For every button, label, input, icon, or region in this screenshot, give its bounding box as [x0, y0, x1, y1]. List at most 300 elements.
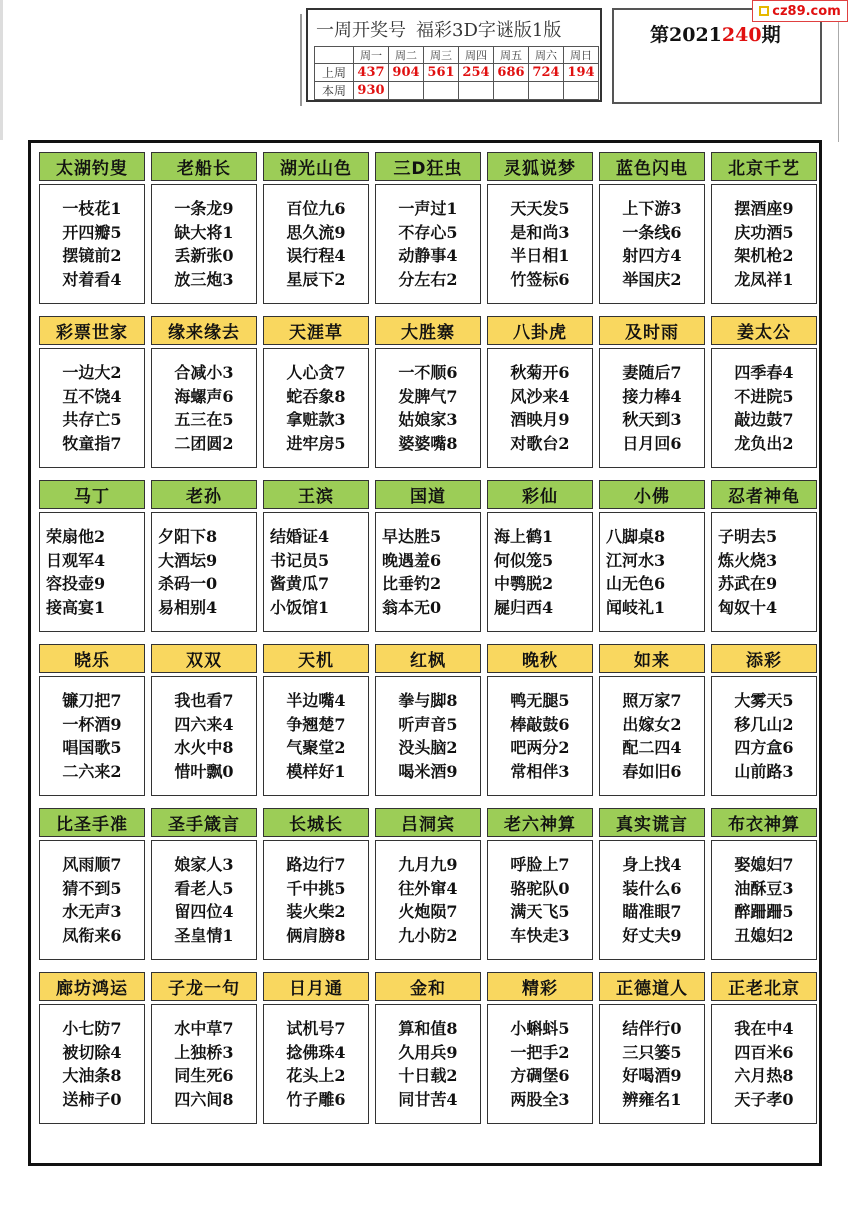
riddle-line: 模样好1 — [286, 761, 346, 781]
riddle-line: 久用兵9 — [398, 1042, 458, 1062]
riddle-line: 易相别4 — [158, 597, 218, 617]
riddle-cell — [487, 972, 593, 1127]
riddle-line: 上独桥3 — [174, 1042, 234, 1062]
riddle-body — [39, 840, 145, 960]
riddle-body — [263, 840, 369, 960]
riddle-author-name: 金和 — [375, 972, 481, 1001]
riddle-body — [599, 348, 705, 468]
riddle-body — [711, 512, 817, 632]
riddle-line: 同甘苦4 — [398, 1089, 458, 1109]
riddle-body — [711, 184, 817, 304]
riddle-line: 瞄准眼7 — [622, 902, 682, 921]
draw-number — [564, 82, 599, 100]
issue-number-value: 240 — [721, 24, 762, 46]
riddle-line: 大雾天5 — [734, 691, 794, 710]
riddle-cell — [263, 480, 369, 635]
riddle-cell — [39, 972, 145, 1127]
riddle-line: 留四位4 — [174, 902, 234, 921]
riddle-line: 山无色6 — [606, 574, 666, 593]
riddle-line: 俩肩膀8 — [286, 925, 346, 945]
riddle-line: 百位九6 — [286, 199, 346, 218]
riddle-line: 海上鹤1 — [494, 527, 554, 546]
draw-number: 194 — [564, 64, 599, 82]
riddle-line: 子明去5 — [718, 527, 778, 546]
riddle-cell — [375, 316, 481, 471]
riddle-cell — [39, 316, 145, 471]
riddle-line: 接力棒4 — [622, 386, 682, 406]
riddle-line: 身上找4 — [622, 855, 682, 874]
riddle-author-name: 老船长 — [151, 152, 257, 181]
riddle-line: 装什么6 — [622, 878, 682, 898]
riddle-line: 江河水3 — [606, 550, 666, 570]
issue-suffix: 期 — [761, 24, 781, 46]
riddle-line: 二团圆2 — [174, 433, 234, 453]
riddle-body — [263, 676, 369, 796]
riddle-cell — [151, 972, 257, 1127]
riddle-line: 炼火烧3 — [718, 550, 778, 570]
riddle-line: 骆驼队0 — [510, 878, 570, 898]
riddle-line: 四季春4 — [734, 363, 794, 382]
right-edge-rule — [838, 22, 839, 142]
riddle-line: 中鹗脱2 — [494, 574, 554, 593]
riddle-line: 大油条8 — [62, 1066, 122, 1085]
riddle-line: 秋菊开6 — [510, 363, 570, 382]
riddle-line: 发脾气7 — [398, 386, 458, 406]
riddle-author-name: 小佛 — [599, 480, 705, 509]
riddle-line: 秋天到3 — [622, 410, 682, 429]
riddle-body — [711, 676, 817, 796]
riddle-line: 荣扇他2 — [46, 527, 106, 546]
riddle-line: 火炮陨7 — [398, 902, 458, 921]
riddle-author-name: 八卦虎 — [487, 316, 593, 345]
riddle-line: 一把手2 — [510, 1042, 570, 1062]
riddle-author-name: 彩票世家 — [39, 316, 145, 345]
title-part2: 福彩3D字谜版1版 — [416, 20, 562, 41]
riddle-body — [263, 184, 369, 304]
riddle-line: 棒敲鼓6 — [510, 714, 570, 734]
riddle-author-name: 老孙 — [151, 480, 257, 509]
riddle-line: 车快走3 — [510, 925, 570, 945]
riddle-line: 婆婆嘴8 — [398, 433, 458, 453]
riddle-cell — [711, 972, 817, 1127]
riddle-line: 海螺声6 — [174, 386, 234, 406]
riddle-body — [151, 512, 257, 632]
riddle-body — [39, 184, 145, 304]
riddle-line: 结伴行0 — [622, 1019, 682, 1038]
riddle-body — [375, 348, 481, 468]
riddle-line: 捻佛珠4 — [286, 1042, 346, 1062]
riddle-line: 苏武在9 — [718, 574, 778, 593]
riddle-line: 上下游3 — [622, 199, 682, 218]
riddle-cell — [263, 316, 369, 471]
logo-text: cz89.com — [772, 3, 841, 19]
riddle-line: 蛇吞象8 — [286, 386, 346, 406]
riddle-author-name: 马丁 — [39, 480, 145, 509]
riddle-cell — [375, 480, 481, 635]
riddle-body — [487, 512, 593, 632]
riddle-author-name: 吕洞宾 — [375, 808, 481, 837]
day-cell: 周六 — [529, 47, 564, 64]
riddle-line: 山前路3 — [734, 761, 794, 781]
riddle-author-name: 湖光山色 — [263, 152, 369, 181]
riddle-author-name: 精彩 — [487, 972, 593, 1001]
riddle-line: 开四瓣5 — [62, 222, 122, 242]
draw-number: 686 — [494, 64, 529, 82]
riddle-line: 四六间8 — [174, 1089, 234, 1109]
riddle-cell — [711, 316, 817, 471]
riddle-body — [263, 348, 369, 468]
riddle-line: 拳与脚8 — [398, 691, 458, 710]
riddle-line: 醉跚跚5 — [734, 902, 794, 921]
draw-number: 904 — [389, 64, 424, 82]
draw-number: 561 — [424, 64, 459, 82]
riddle-line: 容投壶9 — [46, 574, 106, 593]
riddle-line: 唱国歌5 — [62, 738, 122, 757]
riddle-cell — [39, 480, 145, 635]
riddle-line: 不存心5 — [398, 222, 458, 242]
draw-number — [424, 82, 459, 100]
riddle-line: 射四方4 — [622, 246, 682, 265]
riddle-line: 夕阳下8 — [158, 527, 218, 546]
left-edge-rule — [0, 0, 3, 140]
riddle-line: 风沙来4 — [510, 386, 570, 406]
riddle-cell — [487, 152, 593, 307]
riddle-body — [151, 1004, 257, 1124]
riddle-body — [151, 348, 257, 468]
riddle-author-name: 王滨 — [263, 480, 369, 509]
riddle-cell — [151, 808, 257, 963]
riddle-cell — [375, 972, 481, 1127]
riddle-line: 同生死6 — [174, 1066, 234, 1085]
riddle-cell — [39, 808, 145, 963]
riddle-author-name: 晓乐 — [39, 644, 145, 673]
last-week-row — [315, 64, 599, 82]
riddle-line: 不进院5 — [734, 386, 794, 406]
riddle-author-name: 日月通 — [263, 972, 369, 1001]
riddle-line: 屣归西4 — [494, 597, 554, 617]
riddle-line: 好丈夫9 — [622, 925, 682, 945]
riddle-line: 三只篓5 — [622, 1042, 682, 1062]
riddle-line: 一枝花1 — [62, 199, 122, 218]
riddle-line: 四方盒6 — [734, 738, 794, 757]
riddle-line: 配二四4 — [622, 738, 682, 757]
riddle-grid — [28, 140, 822, 1166]
riddle-line: 姑娘家3 — [398, 410, 458, 429]
riddle-line: 争翘楚7 — [286, 714, 346, 734]
riddle-body — [375, 1004, 481, 1124]
riddle-body — [487, 184, 593, 304]
riddle-cell — [599, 808, 705, 963]
riddle-line: 互不饶4 — [62, 386, 122, 406]
day-cell: 周五 — [494, 47, 529, 64]
riddle-line: 对着看4 — [62, 269, 122, 289]
riddle-line: 一不顺6 — [398, 363, 458, 382]
riddle-line: 听声音5 — [398, 714, 458, 734]
riddle-body — [599, 840, 705, 960]
riddle-line: 人心贪7 — [286, 363, 346, 382]
riddle-line: 两股全3 — [510, 1089, 570, 1109]
riddle-body — [599, 184, 705, 304]
riddle-author-name: 蓝色闪电 — [599, 152, 705, 181]
riddle-line: 动静事4 — [398, 246, 458, 265]
riddle-line: 喝米酒9 — [398, 761, 458, 781]
riddle-author-name: 如来 — [599, 644, 705, 673]
riddle-cell — [263, 152, 369, 307]
draw-number: 437 — [354, 64, 389, 82]
riddle-body — [487, 676, 593, 796]
riddle-cell — [39, 644, 145, 799]
riddle-author-name: 彩仙 — [487, 480, 593, 509]
riddle-body — [151, 184, 257, 304]
riddle-body — [599, 676, 705, 796]
riddle-line: 丢新张0 — [174, 246, 234, 265]
riddle-body — [375, 512, 481, 632]
riddle-author-name: 北京千艺 — [711, 152, 817, 181]
riddle-line: 半日相1 — [510, 246, 570, 265]
riddle-body — [375, 840, 481, 960]
riddle-line: 一杯酒9 — [62, 714, 122, 734]
riddle-author-name: 真实谎言 — [599, 808, 705, 837]
riddle-body — [487, 1004, 593, 1124]
riddle-author-name: 灵狐说梦 — [487, 152, 593, 181]
riddle-line: 九小防2 — [398, 925, 458, 945]
riddle-line: 杀码一0 — [158, 574, 218, 593]
riddle-line: 合减小3 — [174, 363, 234, 382]
day-cell: 周三 — [424, 47, 459, 64]
riddle-line: 架机枪2 — [734, 246, 794, 265]
riddle-body — [39, 348, 145, 468]
riddle-line: 闻岐礼1 — [606, 597, 666, 617]
riddle-line: 大酒坛9 — [158, 550, 218, 570]
riddle-line: 风雨顺7 — [62, 855, 122, 874]
riddle-line: 思久流9 — [286, 222, 346, 242]
riddle-line: 竹子雕6 — [286, 1089, 346, 1109]
riddle-line: 六月热8 — [734, 1066, 794, 1085]
riddle-author-name: 比圣手准 — [39, 808, 145, 837]
riddle-line: 一条线6 — [622, 222, 682, 242]
riddle-author-name: 廊坊鸿运 — [39, 972, 145, 1001]
riddle-line: 一边大2 — [62, 363, 122, 382]
riddle-line: 缺大将1 — [174, 222, 234, 242]
riddle-author-name: 正老北京 — [711, 972, 817, 1001]
riddle-body — [487, 840, 593, 960]
riddle-line: 装火柴2 — [286, 902, 346, 921]
title-part1: 一周开奖号 — [316, 20, 406, 41]
riddle-line: 竹签标6 — [510, 269, 570, 289]
riddle-cell — [599, 152, 705, 307]
riddle-line: 庆功酒5 — [734, 222, 794, 242]
corner-cell — [315, 47, 354, 64]
riddle-line: 天子孝0 — [734, 1089, 794, 1109]
riddle-line: 看老人5 — [174, 878, 234, 898]
riddle-body — [151, 676, 257, 796]
this-week-label: 本周 — [315, 82, 354, 100]
draw-number: 930 — [354, 82, 389, 100]
riddle-line: 妻随后7 — [622, 363, 682, 382]
riddle-body — [375, 676, 481, 796]
riddle-line: 满天飞5 — [510, 902, 570, 921]
riddle-line: 水火中8 — [174, 738, 234, 757]
riddle-cell — [599, 316, 705, 471]
riddle-cell — [375, 644, 481, 799]
riddle-author-name: 天涯草 — [263, 316, 369, 345]
riddle-line: 龙凤祥1 — [734, 269, 794, 289]
riddle-author-name: 太湖钓叟 — [39, 152, 145, 181]
riddle-cell — [599, 972, 705, 1127]
riddle-line: 二六来2 — [62, 761, 122, 781]
this-week-row — [315, 82, 599, 100]
riddle-author-name: 双双 — [151, 644, 257, 673]
riddle-line: 早达胜5 — [382, 527, 442, 546]
riddle-line: 五三在5 — [174, 410, 234, 429]
day-cell: 周一 — [354, 47, 389, 64]
riddle-line: 移几山2 — [734, 714, 794, 734]
riddle-line: 星辰下2 — [286, 269, 346, 289]
riddle-author-name: 布衣神算 — [711, 808, 817, 837]
riddle-line: 龙负出2 — [734, 433, 794, 453]
riddle-line: 被切除4 — [62, 1042, 122, 1062]
riddle-line: 酱黄瓜7 — [270, 574, 330, 593]
riddle-line: 翁本无0 — [382, 597, 442, 617]
riddle-line: 误行程4 — [286, 246, 346, 265]
riddle-cell — [263, 644, 369, 799]
riddle-body — [263, 512, 369, 632]
riddle-author-name: 晚秋 — [487, 644, 593, 673]
riddle-line: 娶媳妇7 — [734, 855, 794, 874]
riddle-line: 小饭馆1 — [270, 597, 330, 617]
day-cell: 周日 — [564, 47, 599, 64]
logo-square-icon — [759, 6, 769, 16]
riddle-line: 九月九9 — [398, 855, 458, 874]
riddle-line: 方碉堡6 — [510, 1066, 570, 1085]
riddle-body — [599, 512, 705, 632]
riddle-line: 八脚桌8 — [606, 527, 666, 546]
riddle-line: 出嫁女2 — [622, 714, 682, 734]
riddle-line: 放三炮3 — [174, 269, 234, 289]
riddle-line: 惜叶飘0 — [174, 761, 234, 781]
riddle-line: 春如旧6 — [622, 761, 682, 781]
draw-number — [459, 82, 494, 100]
riddle-line: 花头上2 — [286, 1066, 346, 1085]
riddle-body — [151, 840, 257, 960]
day-cell: 周四 — [459, 47, 494, 64]
riddle-line: 何似笼5 — [494, 550, 554, 570]
riddle-line: 鸭无腿5 — [510, 691, 570, 710]
riddle-line: 四六来4 — [174, 714, 234, 734]
riddle-author-name: 缘来缘去 — [151, 316, 257, 345]
riddle-cell — [151, 644, 257, 799]
riddle-line: 半边嘴4 — [286, 691, 346, 710]
riddle-line: 一声过1 — [398, 199, 458, 218]
riddle-body — [711, 348, 817, 468]
riddle-cell — [487, 480, 593, 635]
header-shadow — [300, 14, 302, 106]
riddle-line: 进牢房5 — [286, 433, 346, 453]
riddle-body — [487, 348, 593, 468]
riddle-line: 吧两分2 — [510, 738, 570, 757]
riddle-line: 十日载2 — [398, 1066, 458, 1085]
riddle-cell — [151, 480, 257, 635]
day-cell: 周二 — [389, 47, 424, 64]
riddle-line: 油酥豆3 — [734, 878, 794, 898]
riddle-author-name: 三D狂虫 — [375, 152, 481, 181]
riddle-line: 接高宴1 — [46, 597, 106, 617]
riddle-author-name: 大胜寨 — [375, 316, 481, 345]
riddle-line: 小七防7 — [62, 1019, 122, 1038]
riddle-line: 摆镜前2 — [62, 246, 122, 265]
riddle-body — [375, 184, 481, 304]
riddle-line: 敲边鼓7 — [734, 410, 794, 429]
riddle-body — [711, 1004, 817, 1124]
riddle-author-name: 天机 — [263, 644, 369, 673]
riddle-author-name: 圣手箴言 — [151, 808, 257, 837]
riddle-cell — [263, 808, 369, 963]
riddle-body — [39, 512, 145, 632]
issue-prefix: 第2021 — [650, 24, 722, 46]
riddle-cell — [375, 808, 481, 963]
riddle-line: 摆酒座9 — [734, 199, 794, 218]
draw-number — [494, 82, 529, 100]
riddle-line: 小蝌蚪5 — [510, 1019, 570, 1038]
riddle-line: 拿赃款3 — [286, 410, 346, 429]
riddle-cell — [263, 972, 369, 1127]
riddle-line: 常相伴3 — [510, 761, 570, 781]
day-header-row — [315, 47, 599, 64]
riddle-line: 一条龙9 — [174, 199, 234, 218]
riddle-author-name: 老六神算 — [487, 808, 593, 837]
riddle-line: 千中挑5 — [286, 878, 346, 898]
riddle-cell — [487, 808, 593, 963]
riddle-author-name: 姜太公 — [711, 316, 817, 345]
riddle-cell — [711, 644, 817, 799]
draw-number — [529, 82, 564, 100]
riddle-line: 匈奴十4 — [718, 597, 778, 617]
riddle-cell — [599, 644, 705, 799]
riddle-line: 书记员5 — [270, 550, 330, 570]
riddle-cell — [711, 480, 817, 635]
riddle-line: 分左右2 — [398, 269, 458, 289]
riddle-body — [39, 676, 145, 796]
issue-number — [650, 20, 781, 47]
riddle-line: 算和值8 — [398, 1019, 458, 1038]
riddle-line: 圣皇情1 — [174, 925, 234, 945]
riddle-cell — [711, 152, 817, 307]
riddle-author-name: 及时雨 — [599, 316, 705, 345]
weekly-draw-title — [316, 16, 571, 42]
weekly-draw-panel — [306, 8, 602, 102]
riddle-author-name: 添彩 — [711, 644, 817, 673]
riddle-line: 路边行7 — [286, 855, 346, 874]
riddle-author-name: 红枫 — [375, 644, 481, 673]
site-logo[interactable] — [752, 0, 848, 22]
riddle-line: 四百米6 — [734, 1042, 794, 1062]
riddle-cell — [151, 316, 257, 471]
riddle-line: 好喝酒9 — [622, 1066, 682, 1085]
riddle-line: 天天发5 — [510, 199, 570, 218]
issue-panel — [612, 8, 822, 104]
riddle-line: 丑媳妇2 — [734, 925, 794, 945]
riddle-line: 是和尚3 — [510, 222, 570, 242]
riddle-cell — [375, 152, 481, 307]
riddle-cell — [599, 480, 705, 635]
riddle-line: 呼脸上7 — [510, 855, 570, 874]
riddle-cell — [711, 808, 817, 963]
riddle-line: 酒映月9 — [510, 410, 570, 429]
riddle-author-name: 国道 — [375, 480, 481, 509]
weekly-draw-table — [314, 46, 599, 100]
riddle-line: 往外窜4 — [398, 878, 458, 898]
riddle-body — [711, 840, 817, 960]
